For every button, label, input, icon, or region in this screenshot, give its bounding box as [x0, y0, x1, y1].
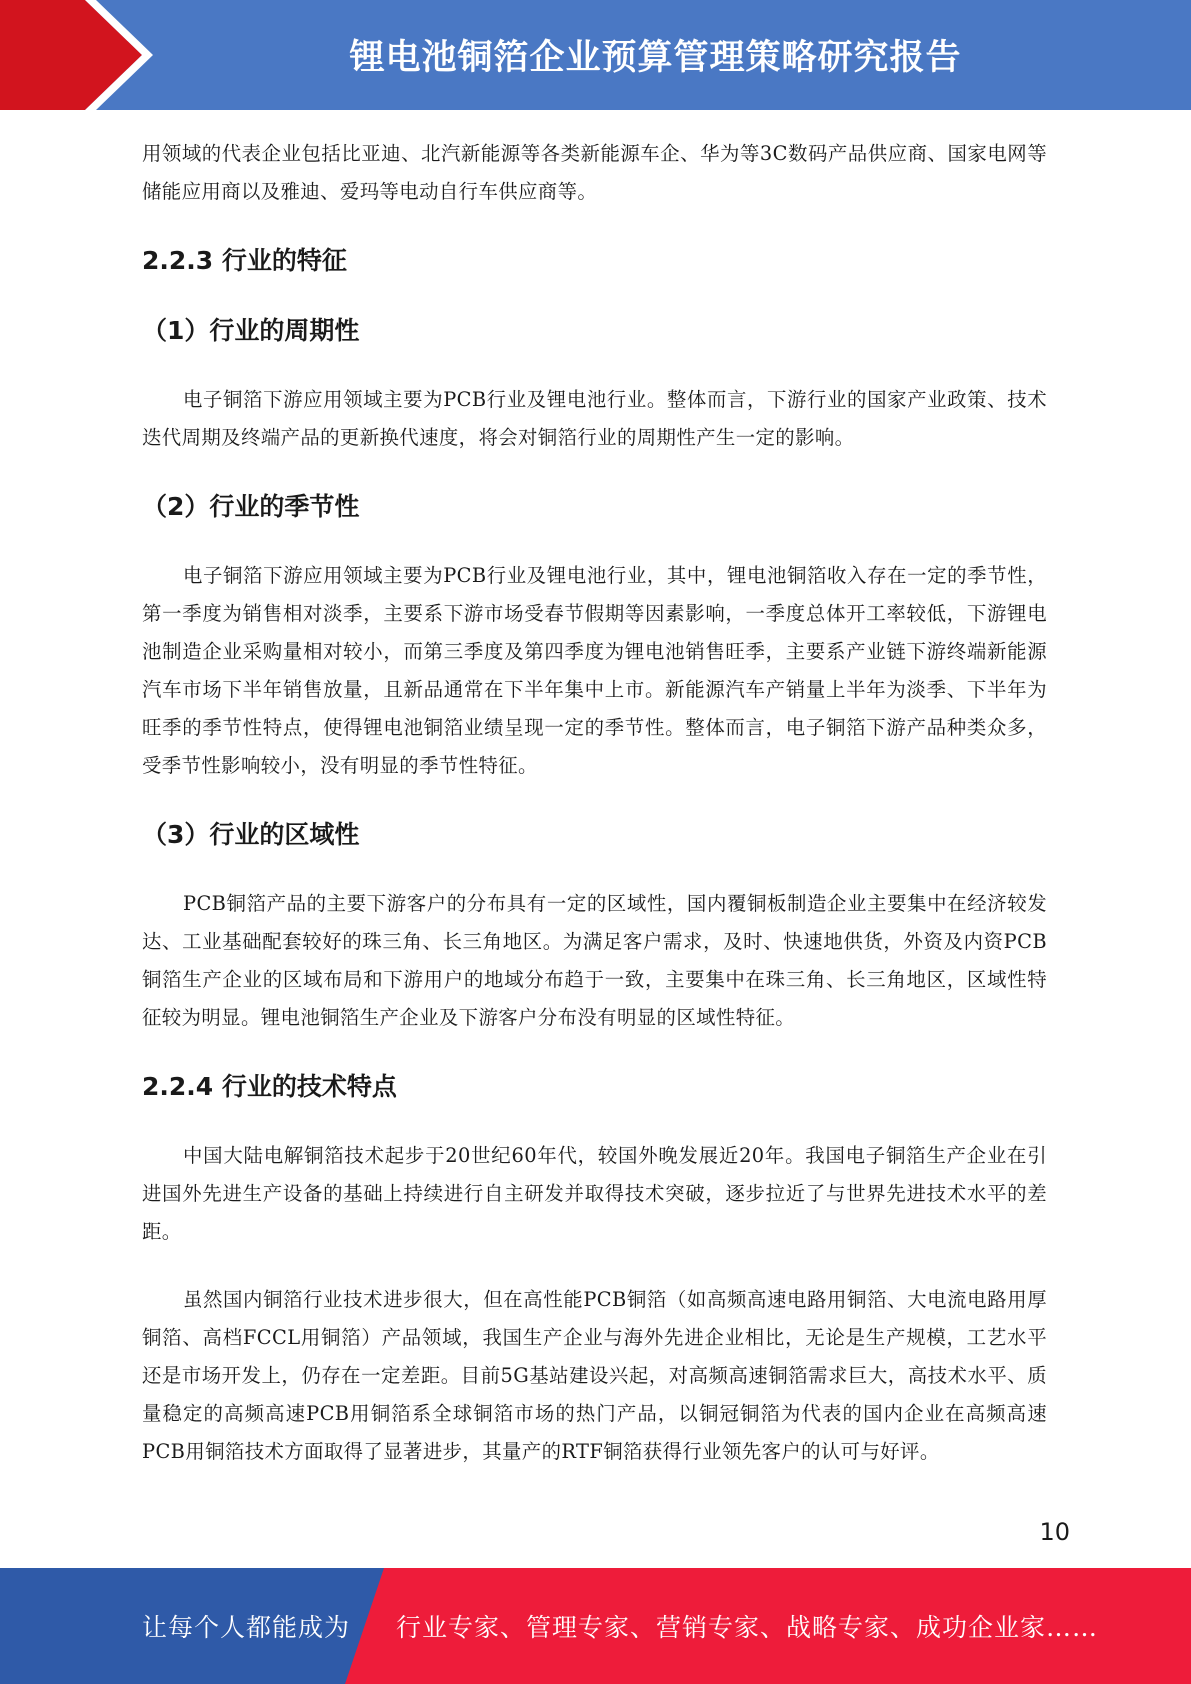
- paragraph-tech-gap: 虽然国内铜箔行业技术进步很大，但在高性能PCB铜箔（如高频高速电路用铜箔、大电流电路用厚铜箔、高档FCCL用铜箔）产品领域，我国生产企业与海外先进企业相比，无论是生产规模，工艺水平还是市场开发上，仍存在一定差距。目前5G基站建设兴起，对高频高速铜箔需求巨大，高技术水平、质量稳定的高频高速PCB用铜箔系全球铜箔市场的热门产品，以铜冠铜箔为代表的国内企业在高频高速PCB用铜箔技术方面取得了显著进步，其量产的RTF铜箔获得行业领先客户的认可与好评。: [142, 1288, 1047, 1463]
- page-content: [142, 135, 1047, 1471]
- page-number: 10: [1039, 1518, 1070, 1546]
- footer-slogan-right: 行业专家、管理专家、营销专家、战略专家、成功企业家……: [396, 1613, 1099, 1642]
- subheading-seasonality: （2）行业的季节性: [142, 492, 360, 521]
- footer-slogan-left: 让每个人都能成为: [142, 1613, 351, 1642]
- subheading-regionality: （3）行业的区域性: [142, 820, 360, 849]
- paragraph-tech-history: 中国大陆电解铜箔技术起步于20世纪60年代，较国外晚发展近20年。我国电子铜箔生产企业在引进国外先进生产设备的基础上持续进行自主研发并取得技术突破，逐步拉近了与世界先进技术水平的差距。: [142, 1144, 1047, 1243]
- paragraph-regionality: PCB铜箔产品的主要下游客户的分布具有一定的区域性，国内覆铜板制造企业主要集中在经济较发达、工业基础配套较好的珠三角、长三角地区。为满足客户需求，及时、快速地供货，外资及内资PCB铜箔生产企业的区域布局和下游用户的地域分布趋于一致，主要集中在珠三角、长三角地区，区域性特征较为明显。锂电池铜箔生产企业及下游客户分布没有明显的区域性特征。: [142, 892, 1047, 1029]
- paragraph-cyclicality: 电子铜箔下游应用领域主要为PCB行业及锂电池行业。整体而言，下游行业的国家产业政策、技术迭代周期及终端产品的更新换代速度，将会对铜箔行业的周期性产生一定的影响。: [142, 388, 1047, 449]
- intro-paragraph: 用领域的代表企业包括比亚迪、北汽新能源等各类新能源车企、华为等3C数码产品供应商、国家电网等储能应用商以及雅迪、爱玛等电动自行车供应商等。: [142, 142, 1047, 203]
- subheading-cyclicality: （1）行业的周期性: [142, 316, 360, 345]
- section-heading-2-2-4: 2.2.4 行业的技术特点: [142, 1072, 397, 1101]
- page-header: [0, 0, 1191, 110]
- page-footer: [0, 1568, 1191, 1684]
- section-heading-2-2-3: 2.2.3 行业的特征: [142, 246, 347, 275]
- report-title: 锂电池铜箔企业预算管理策略研究报告: [349, 38, 962, 78]
- paragraph-seasonality: 电子铜箔下游应用领域主要为PCB行业及锂电池行业，其中，锂电池铜箔收入存在一定的季节性，第一季度为销售相对淡季，主要系下游市场受春节假期等因素影响，一季度总体开工率较低，下游锂电池制造企业采购量相对较小，而第三季度及第四季度为锂电池销售旺季，主要系产业链下游终端新能源汽车市场下半年销售放量，且新品通常在下半年集中上市。新能源汽车产销量上半年为淡季、下半年为旺季的季节性特点，使得锂电池铜箔业绩呈现一定的季节性。整体而言，电子铜箔下游产品种类众多，受季节性影响较小，没有明显的季节性特征。: [142, 564, 1047, 777]
